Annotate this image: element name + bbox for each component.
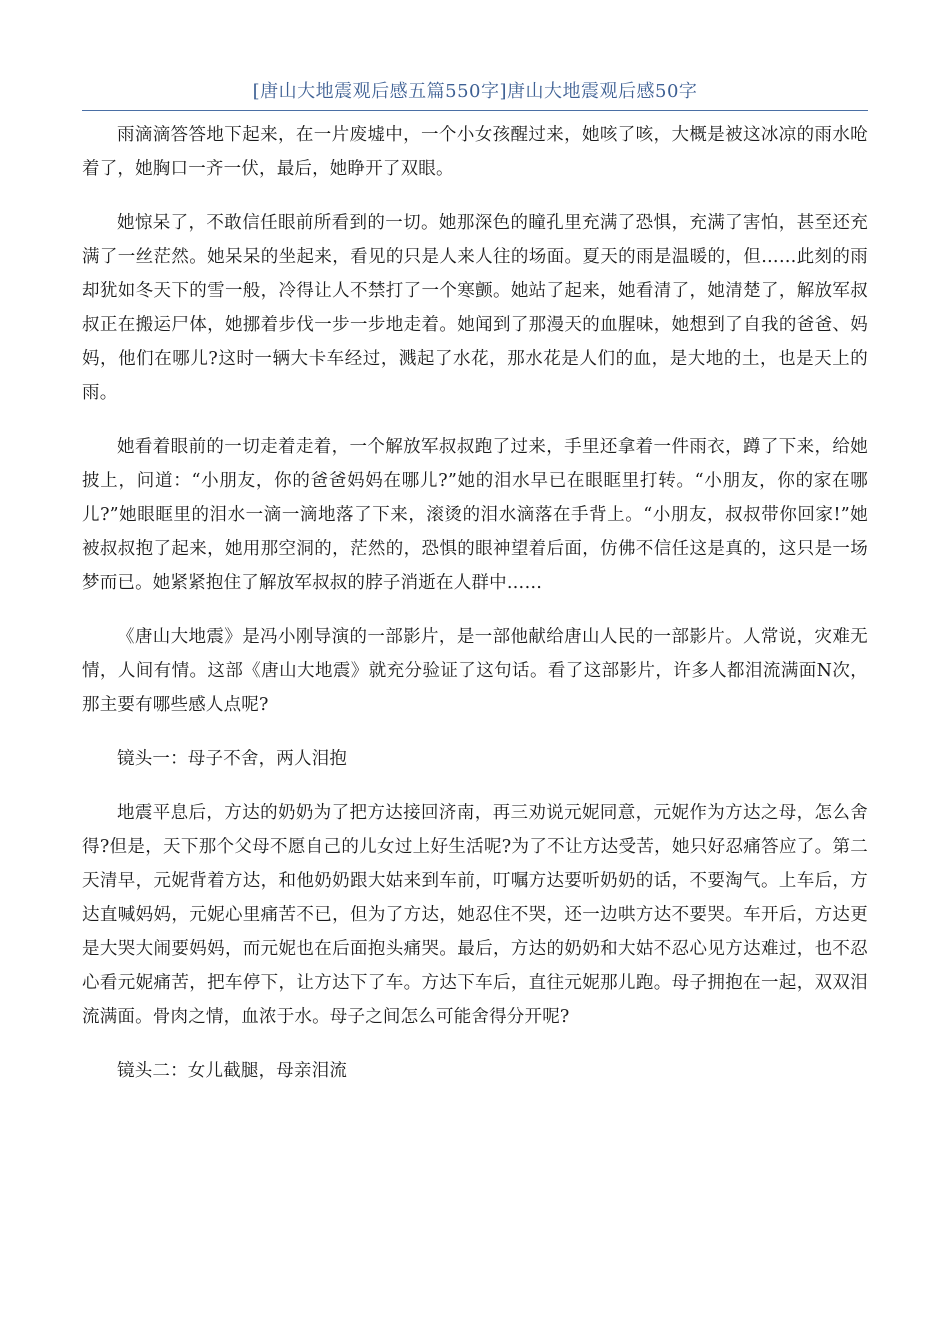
article-body [82,118,868,1108]
section-heading-2: 镜头二：女儿截腿，母亲泪流 [117,1061,348,1081]
paragraph-5: 地震平息后，方达的奶奶为了把方达接回济南，再三劝说元妮同意，元妮作为方达之母，怎么舍得?但是，天下那个父母不愿自己的儿女过上好生活呢?为了不让方达受苦，她只好忍痛答应了。第二天清早，元妮背着方达，和他奶奶跟大姑来到车前，叮嘱方达要听奶奶的话，不要淘气。上车后，方达直喊妈妈，元妮心里痛苦不已，但为了方达，她忍住不哭，还一边哄方达不要哭。车开后，方达更是大哭大闹要妈妈，而元妮也在后面抱头痛哭。最后，方达的奶奶和大姑不忍心见方达难过，也不忍心看元妮痛苦，把车停下，让方达下了车。方达下车后，直往元妮那儿跑。母子拥抱在一起，双双泪流满面。骨肉之情，血浓于水。母子之间怎么可能舍得分开呢? [82,803,868,1027]
paragraph-2: 她惊呆了，不敢信任眼前所看到的一切。她那深色的瞳孔里充满了恐惧，充满了害怕，甚至还充满了一丝茫然。她呆呆的坐起来，看见的只是人来人往的场面。夏天的雨是温暖的，但……此刻的雨却犹如冬天下的雪一般，冷得让人不禁打了一个寒颤。她站了起来，她看清了，她清楚了，解放军叔叔正在搬运尸体，她挪着步伐一步一步地走着。她闻到了那漫天的血腥味，她想到了自我的爸爸、妈妈，他们在哪儿?这时一辆大卡车经过，溅起了水花，那水花是人们的血，是大地的土，也是天上的雨。 [82,213,868,403]
paragraph-3: 她看着眼前的一切走着走着，一个解放军叔叔跑了过来，手里还拿着一件雨衣，蹲了下来，给她披上，问道：“小朋友，你的爸爸妈妈在哪儿?”她的泪水早已在眼眶里打转。“小朋友，你的家在哪儿?”她眼眶里的泪水一滴一滴地落了下来，滚烫的泪水滴落在手背上。“小朋友，叔叔带你回家!”她被叔叔抱了起来，她用那空洞的，茫然的，恐惧的眼神望着后面，仿佛不信任这是真的，这只是一场梦而已。她紧紧抱住了解放军叔叔的脖子消逝在人群中…… [82,437,868,593]
page-title: [唐山大地震观后感五篇550字]唐山大地震观后感50字 [252,81,698,102]
paragraph-4: 《唐山大地震》是冯小刚导演的一部影片，是一部他献给唐山人民的一部影片。人常说，灾难无情，人间有情。这部《唐山大地震》就充分验证了这句话。看了这部影片，许多人都泪流满面N次，那主要有哪些感人点呢? [82,627,868,715]
page-header [82,80,868,111]
section-heading-1: 镜头一：母子不舍，两人泪抱 [117,749,348,769]
paragraph-1: 雨滴滴答答地下起来，在一片废墟中，一个小女孩醒过来，她咳了咳，大概是被这冰凉的雨水呛着了，她胸口一齐一伏，最后，她睁开了双眼。 [82,125,868,179]
